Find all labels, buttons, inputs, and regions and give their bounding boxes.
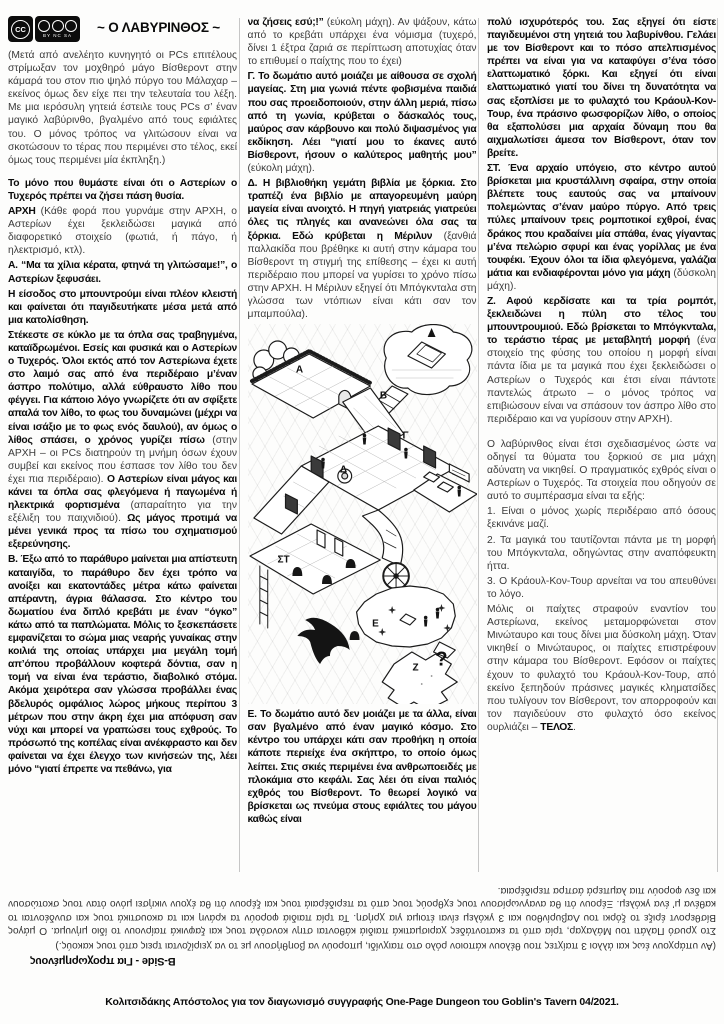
cc-nc-icon	[52, 20, 64, 32]
map-room-label-Α: Α	[295, 364, 304, 376]
b-side-paragraph: (Αν υπάρχουν έως και άλλοι 3 παίχτες που θέλουν κάποιον ρόλο στο παιχνίδι, μπορούν να βοηθήσουν με το να χειρίζονται τρεις από τους κακούς.)	[55, 939, 716, 951]
column-2-text-top	[248, 16, 477, 321]
read-aloud-text: πολύ ισχυρότερός του. Σας εξηγεί ότι είστε παγιδευμένοι στη γητειά του λαβυρίνθου. Γελάει με τον Βίσθεροντ και το πόσο απελπισμένος πρέπει να είναι για να καταφύγει σ’ένα τόσο ελαττωματικό ξόρκι. Και εξηγεί ότι είναι ελαττωματικό γιατί του δίνει τη δυνατότητα να σας εξοπλίσει με το φυλαχτό του Κράουλ-Κον-Τουρ, ένα πράσινο φωσφορίζων λίθο, ο οποίος θα εξαπολύσει μια αρχαία δύναμη που θα αιχμαλωτίσει άμεσα τον Βίσθεροντ, όταν τον βρείτε.	[487, 17, 716, 159]
gm-note-text: Ο λαβύρινθος είναι έτσι σχεδιασμένος ώστε να οδηγεί τα θύματα του ξορκιού σε μια μάχη αδύνατη να νικηθεί. Ο πραγματικός εχθρός είναι ο Αστερίων ο Τυχερός. Τα στοιχεία που οδηγούν σε αυτό το συμπέρασμα είναι τα εξής:	[487, 438, 716, 503]
cc-terms-icons	[38, 20, 77, 32]
cc-logo-plate	[8, 16, 33, 42]
column-1	[8, 16, 237, 876]
gm-note-text: (δύσκολη μάχη).	[487, 267, 716, 292]
paragraph	[248, 177, 477, 321]
map-room-label-Β: Β	[379, 390, 388, 402]
dungeon-map-drawing	[248, 324, 477, 704]
paragraph	[8, 553, 237, 776]
paragraph	[8, 49, 237, 167]
dungeon-map-illustration	[248, 324, 477, 704]
paragraph	[487, 438, 716, 503]
b-side-heading: B-Side - Για προχωρημένους	[30, 954, 176, 967]
footer-credit: Κολιτσιδάκης Απόστολος για τον διαγωνισμό συγγραφής One-Page Dungeon του Goblin's Tavern 04/2021.	[105, 996, 619, 1008]
paragraph	[487, 534, 716, 573]
column-3	[487, 16, 716, 876]
paragraph	[8, 329, 237, 552]
cc-terms-plate	[35, 16, 80, 42]
map-figure	[435, 608, 439, 619]
read-aloud-text: Ε. Το δωμάτιο αυτό δεν μοιάζει με τα άλλα, είναι σαν βγαλμένο από έναν μαγικό κόσμο. Στο κέντρο του υπάρχει κάτι σαν προθήκη η οποία κάποτε περιείχε ένα σκήπτρο, το οποίο όμως λείπει. Στις σκιές περιμένει ένα ανθρωποειδές με πλοκάμια στο κεφάλι. Σας λέει ότι είναι παλιός εχθρός του Βίσθεροντ. Το θεωρεί λογικό να βρίσκεται ως πνεύμα στους εφιάλτες του μάγου καθώς είναι	[247, 709, 477, 825]
paragraph	[8, 259, 237, 285]
read-aloud-text: να ζήσεις εσύ;!”	[247, 17, 327, 28]
map-figure	[457, 486, 461, 497]
gm-note-text: (εύκολη μάχη).	[247, 163, 315, 175]
column-3-text	[487, 16, 716, 734]
read-aloud-text: Ως μάγος προτιμά να μένει γενικά προς τα πίσω του σχηματισμού εξερεύνησης.	[8, 513, 237, 551]
cc-license-badge	[8, 16, 80, 42]
map-figure	[423, 616, 427, 627]
read-aloud-text: Το μόνο που θυμάστε είναι ότι ο Αστερίων ο Τυχερός πρέπει να ζήσει πάση θυσία.	[8, 177, 237, 202]
map-bat-monster	[297, 618, 349, 664]
read-aloud-text: Γ. Το δωμάτιο αυτό μοιάζει με αίθουσα σε σχολή μαγείας. Στη μια γωνιά πέντε φοβισμένα παιδιά που σας προειδοποιούν, στην άλλη μεριά, πίσω από τη γωνία, κρύβεται ο δάσκαλός τους, μαύρος σαν κάρβουνο και πολύ διψασμένος για εκδίκηση. Λέει “γιατί μου το έκανες αυτό Βίσθεροντ, ήσουν ο καλύτερος μαθητής μου”	[247, 71, 477, 161]
paragraph	[487, 575, 716, 601]
paragraph	[487, 295, 716, 426]
map-room-st-basement	[249, 524, 379, 594]
gm-note-text: 3. Ο Κράουλ-Κον-Τουρ αρνείται να του απευθύνει το λόγο.	[487, 575, 716, 600]
read-aloud-text: Η είσοδος στο μπουντρούμι είναι πλέον κλειστή και φαίνεται ότι παγιδευτήκατε μέσα μετά από μια κατολίσθηση.	[8, 288, 237, 326]
paragraph	[487, 16, 716, 160]
read-aloud-text: ΣΤ. Ένα αρχαίο υπόγειο, στο κέντρο αυτού βρίσκεται μια κρυστάλλινη σφαίρα, στην οποία βλέπετε τους εαυτούς σας να μπαίνουν πολεμώντας σ’έναν μαύρο πύργο. Από τρεις πύλες μπαίνουν τρεις ρομποτικοί εχθροί, ένας δράκος που κραδαίνει μία σπάθα, ένας γίγαντας μ’ένα πελώριο σφυρί και ένας γορίλλας με ένα τουφέκι. Έχουν όλοι τα ίδια φλεγόμενα, γαλάζια μάτια και ενδιαφέρονται μόνο για μάχη	[487, 163, 716, 279]
cc-caption: BY NC SA	[43, 33, 72, 38]
column-2	[248, 16, 477, 876]
read-aloud-text: Β. Έξω από το παράθυρο μαίνεται μια απίστευτη καταιγίδα, το παράθυρο δεν έχει τρόπο να ανοίξει και εκατοντάδες μέτρα κάτω φαίνεται απέραντη, άγρια θάλασσα. Στο κέντρο του δωματίου ένα διπλό κρεβάτι με έναν “όγκο” κάτω από τα παπλώματα. Μόλις το ξεσκεπάσετε εμφανίζεται το σώμα μιας νεαρής γυναίκας στην κοιλιά της οποίας υπάρχει μια μεγάλη τομή απ’όπου προβάλλουν κοφτερά δόντια, σαν η τομή να είναι ένα τεράστιο, διαβολικό στόμα. Ακόμα χειρότερα σαν γλώσσα προβάλλει ένας βδελυρός ομφάλιος λώρος μήκους περίπου 3 μέτρων που στην άκρη έχει μια απόφυση σαν νύχι και μπορεί να γραπώσει τους εχθρούς. Το πρόσωπό της κοπέλας είναι ανέκφραστο και δεν φαίνεται να έχει έλεγχο των κινήσεών της, λέει μόνο “γιατί έπρεπε να πεθάνω, για	[8, 554, 237, 775]
read-aloud-text: Στέκεστε σε κύκλο με τα όπλα σας τραβηγμένα, καταϊδρωμένοι. Εσείς και φυσικά και ο Αστερίων ο Τυχερός. Όλοι εκτός από τον Αστερίωνα έχετε στο λαιμό σας από ένα περιδέραιο μ’έναν άσπρο πολύτιμο, αλλά εύθραυστο λίθο που φέγγει. Για κάποιο λόγο γνωρίζετε ότι αν σφίξετε απαλά τον λίθο, το φως του δυναμώνει (μέχρι να είναι ισάξιο με το φως ενός δαυλού), αν όμως ο λίθος σπάσει, ο χρόνος γυρίζει πίσω	[8, 329, 237, 446]
map-ladder	[259, 566, 267, 628]
read-aloud-text: Α. “Μα τα χίλια κέρατα, φτηνά τη γλιτώσαμε!”, ο Αστερίων ξεφυσάει.	[8, 260, 237, 285]
map-figure	[321, 458, 325, 469]
paragraph	[487, 603, 716, 734]
gm-note-text: (εύκολη μάχη). Αν ψάξουν, κάτω από το κρεβάτι υπάρχει ένα νόμισμα (τυχερό, δίνει 1 έξτρα ζαριά σε περίπτωση αποτυχίας όταν το επιθυμεί ο παίχτης που το έχει)	[247, 17, 477, 68]
paragraph	[487, 162, 716, 293]
read-aloud-text: Δ. Η βιβλιοθήκη γεμάτη βιβλία με ξόρκια. Στο τραπέζι ένα βιβλίο με απαγορευμένη μαύρη μαγεία είναι ανοιχτό. Η πηγή γιατρειάς γιατρεύει όλες τις πληγές και ανανεώνει όλα σας τα ξόρκια. Εδώ κρύβεται η Μέριλυν	[247, 178, 477, 242]
b-side-paragraph: Στο χρυσό Παλάτι του Μάλαχαρ, τρία από τα εκατοντάδες χαρισματικά παιδιά κάθονται στην κονσόλα τους και ξαφνικά παίρνουν το ίδιο μήνυμα. Ο μάγος Βίσθεροντ έριξε το ξόρκι του Λαβυρίνθου και 3 γκόλεμ είναι έτοιμα για χρήση. Τα τρία παιδιά φορούν τα κράνη και τα ακουστικά τους και συνδέονται το καθένα μ’ ένα γκόλεμ. Ξέρουν ότι θα αναγνωρίσουν τους εχθρούς τους από τα περιδέραιά τους και ξέρουν ότι θα έχουν νικήσει μόνο όταν τους σκοτώσουν και δεν φορούν πια λαμπερά άσπρα περιδέραια.	[8, 884, 716, 937]
right-margin-line	[717, 18, 718, 872]
map-room-label-Ε: Ε	[372, 618, 379, 630]
paragraph	[248, 70, 477, 175]
title-row	[8, 16, 237, 42]
column-1-text	[8, 49, 237, 776]
gm-note-text: (Κάθε φορά που γυρνάμε στην ΑΡΧΗ, ο Αστερίων έχει ξεκλειδώσει μαγικά από διαφορετικό στοιχείο (φωτιά, ή πάγο, ή ηλεκτρισμό, κτλ).	[8, 206, 237, 257]
paragraph	[8, 177, 237, 203]
gm-note-text: (στην ΑΡΧΗ – οι PCs διατηρούν τη μνήμη όσων έχουν συμβεί και εκείνος που έσπασε τον λίθο του δεν έχει πια περιδέραιο).	[8, 434, 237, 485]
read-aloud-text: Ο Αστερίων είναι μάγος και κάνει τα όπλα σας φλεγόμενα ή παγωμένα ή ηλεκτρικά φορτισμένα	[8, 473, 237, 512]
paragraph	[487, 505, 716, 531]
map-creature	[349, 631, 359, 640]
gm-note-text: (απαραίτητο για την εξέλιξη του παιχνιδιού).	[8, 500, 237, 525]
cc-sa-icon	[65, 20, 77, 32]
gm-note-text: Μόλις οι παίχτες στραφούν εναντίον του Αστερίωνα, εκείνος μεταμορφώνεται στον Μινώταυρο και τους δίνει μια δύσκολη μάχη. Όταν νικηθεί ο Μινώταυρος, οι παίχτες επιστρέφουν στην κάμαρα του Βίσθεροντ. Εφόσον οι παίχτες έχουν το φυλαχτό του Κράουλ-Κον-Τουρ, από εκείνο ξεπηδούν πράσινες μαγικές κληματσίδες που τυλίγουν τον Βίσθεροντ, τον απορροφούν και τον παγιδεύουν στο φυλαχτό όσο εκείνος ουρλιάζει –	[487, 604, 716, 733]
column-2-text-bottom	[248, 708, 477, 826]
cc-icon: CC	[11, 20, 30, 39]
gm-note-text: 1. Είναι ο μόνος χωρίς περιδέραιο από όσους ξεκινάνε μαζί.	[487, 506, 716, 531]
map-room-label-Δ: Δ	[339, 464, 348, 476]
cc-by-icon	[38, 20, 50, 32]
map-room-label-?: ?	[435, 648, 448, 671]
map-room-label-Γ: Γ	[402, 430, 409, 442]
paragraph	[8, 205, 237, 257]
gm-note-text: (ξανθιά παλλακίδα που βρέθηκε κι αυτή στην κάμαρα του Βίσθεροντ τη στιγμή της επίθεσης – έχει κι αυτή περιδέραιο που μπορεί να γυρίσει το χρόνο πίσω στην ΑΡΧΗ. Η Μέριλυν εξηγεί ότι Μπόγκνταλα στη γλώσσα των ντόπιων είναι κάτι σαν τον μπαμπούλα).	[247, 230, 477, 321]
paragraph	[248, 16, 477, 68]
gm-note-text: (ένα στοιχείο της φύσης του οποίου η μορφή είναι πάντα ίδια με τα μαγικά που έχει ξεκλειδώσει ο Αστερίων ο Τυχερός και έτσι είναι πάντοτε παντελώς άτρωτο – ο μόνος τρόπος να επιβιώσουν είναι να σπάσουν τον άσπρο λίθο στο περιδέραιο και να γυρίσουν στην ΑΡΧΗ).	[487, 335, 716, 425]
gm-note-text: 2. Τα μαγικά του ταυτίζονται πάντα με τη μορφή του Μπόγκνταλα, οδηγώντας στην αναπόφευκτη ήττα.	[487, 534, 716, 572]
read-aloud-text: ΑΡΧΗ	[8, 206, 41, 218]
map-figure	[404, 448, 408, 459]
paragraph	[8, 288, 237, 327]
map-figure	[362, 434, 366, 445]
read-aloud-text: Ζ. Αφού κερδίσατε και τα τρία ρομπότ, ξεκλειδώνει η πύλη στο τέλος του μπουντρουμιού. Εδώ βρίσκεται το Μπόγκνταλα, το τεράστιο τέρας με μεταβλητή μορφή	[487, 295, 716, 347]
map-room-label-ΣΤ: ΣΤ	[277, 554, 290, 566]
read-aloud-text: ΤΕΛΟΣ	[540, 721, 573, 733]
page-title: ~ Ο ΛΑΒΥΡΙΝΘΟΣ ~	[97, 20, 220, 35]
gm-note-text: (Μετά από ανελέητο κυνηγητό οι PCs επιτέλους στρίμωξαν τον μοχθηρό μάγο Βίσθεροντ στην κάμαρά του στον πιο ψηλό πύργο του Μάλαχαρ – εκείνος όμως δεν είχε πει την τελευταία του λέξη. Με μια ιερόσυλη γητειά έστειλε τους PCs σ’ έναν μαγικό λαβύρινθο, βγαλμένο από τους εφιάλτες του. Ο μόνος τρόπος να γλιτώσουν είναι να σκοτώσουν το τέρας που περιμένει στο τέλος, εκεί όμως τους περιμένει μία έκπληξη.)	[8, 50, 237, 166]
map-room-label-Ζ: Ζ	[412, 662, 419, 674]
b-side-upside-down-section	[8, 882, 716, 969]
gm-note-text: .	[572, 721, 576, 733]
text-columns	[8, 16, 716, 876]
paragraph	[248, 708, 477, 826]
